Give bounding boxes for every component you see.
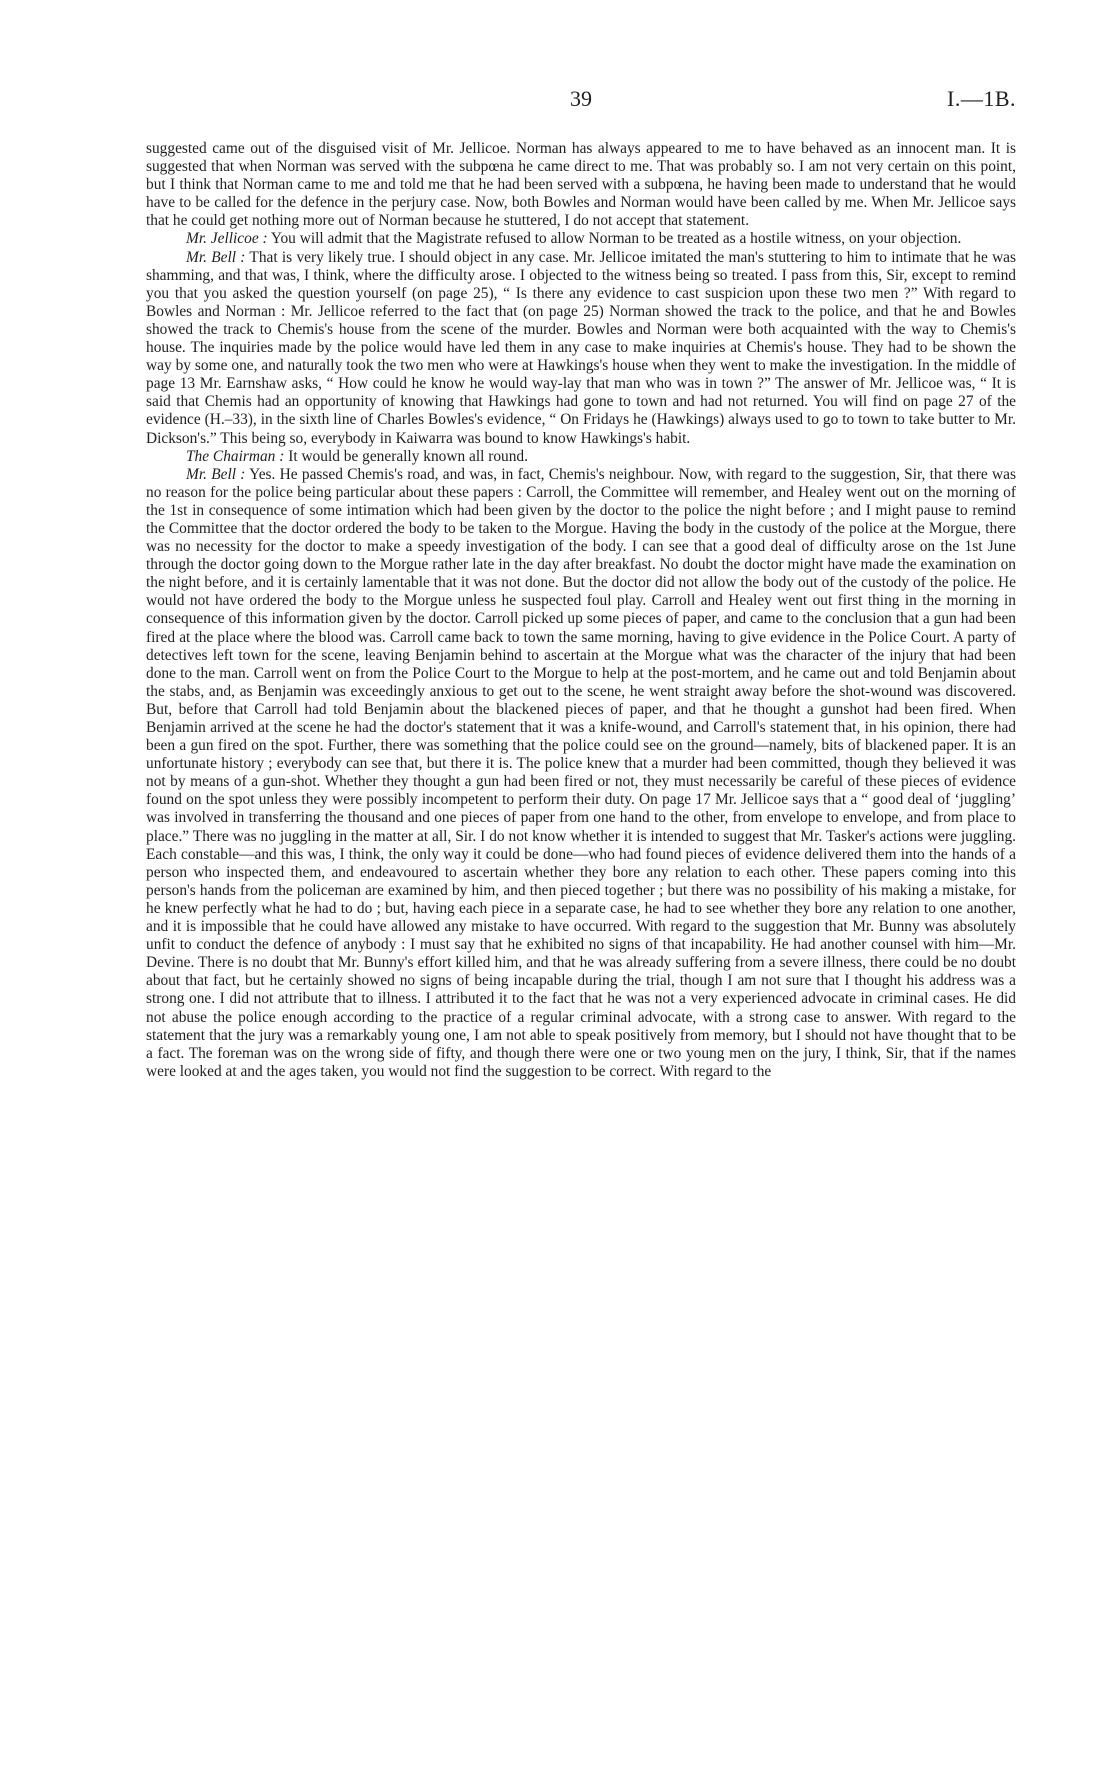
speaker-name: The Chairman : xyxy=(186,447,285,465)
page-body xyxy=(146,140,1016,1081)
paragraph xyxy=(146,448,1016,466)
paragraph xyxy=(146,466,1016,1081)
speaker-name: Mr. Bell : xyxy=(186,248,246,266)
speaker-name: Mr. Bell : xyxy=(186,465,246,483)
paragraph-text: Yes. He passed Chemis's road, and was, in fact, Chemis's neighbour. Now, with regard to the suggestion, Sir, that there was no reason for the police being particular about these papers : Carroll, the Committee will remember, and Healey went out on the morning of the 1st in consequence of some intimation which had been given by the doctor to the police the night before ; and I might pause to remind the Committee that the doctor ordered the body to be taken to the Morgue. Having the body in the custody of the police at the Morgue, there was no necessity for the doctor to make a speedy investigation of the body. I can see that a good deal of difficulty arose on the 1st June through the doctor going down to the Morgue rather late in the day after breakfast. No doubt the doctor might have made the examination on the night before, and it is certainly lamentable that it was not done. But the doctor did not allow the body out of the custody of the police. He would not have ordered the body to the Morgue unless he suspected foul play. Carroll and Healey went out first thing in the morning in consequence of this information given by the doctor. Carroll picked up some pieces of paper, and came to the conclusion that a gun had been fired at the place where the blood was. Carroll came back to town the same morning, having to give evidence in the Police Court. A party of detectives left town for the scene, leaving Benjamin behind to ascertain at the Morgue what was the character of the injury that had been done to the man. Carroll went on from the Police Court to the Morgue to help at the post-mortem, and he came out and told Benjamin about the stabs, and, as Benjamin was exceedingly anxious to get out to the scene, he went straight away before the shot-wound was discovered. But, before that Carroll had told Benjamin about the blackened pieces of paper, and that he thought a gunshot had been fired. When Benjamin arrived at the scene he had the doctor's statement that it was a knife-wound, and Carroll's statement that, in his opinion, there had been a gun fired on the spot. Further, there was something that the police could see on the ground—namely, bits of blackened paper. It is an unfortunate history ; everybody can see that, but there it is. The police knew that a murder had been committed, though they believed it was not by means of a gun-shot. Whether they thought a gun had been fired or not, they must necessarily be careful of these pieces of evidence found on the spot unless they were possibly incompetent to perform their duty. On page 17 Mr. Jellicoe says that a “ good deal of ‘juggling’ was involved in transferring the thousand and one pieces of paper from one hand to the other, from envelope to envelope, and from place to place.” There was no juggling in the matter at all, Sir. I do not know whether it is intended to suggest that Mr. Tasker's actions were juggling. Each constable—and this was, I think, the only way it could be done—who had found pieces of evidence delivered them into the hands of a person who inspected them, and endeavoured to ascertain whether they bore any relation to each other. These papers coming into this person's hands from the policeman are examined by him, and then pieced together ; but there was no possibility of his making a mistake, for he knew perfectly what he had to do ; but, having each piece in a separate case, he had to see whether they bore any relation to one another, and it is impossible that he could have allowed any mistake to have occurred. With regard to the suggestion that Mr. Bunny was absolutely unfit to conduct the defence of anybody : I must say that he exhibited no signs of that incapability. He had another counsel with him—Mr. Devine. There is no doubt that Mr. Bunny's effort killed him, and that he was already suffering from a severe illness, there could be no doubt about that fact, but he certainly showed no signs of being incapable during the trial, though I am not sure that I thought his address was a strong one. I did not attribute that to illness. I attributed it to the fact that he was not a very experienced advocate in criminal cases. He did not abuse the police enough according to the practice of a regular criminal advocate, with a strong case to answer. With regard to the statement that the jury was a remarkably young one, I am not able to speak positively from memory, but I should not have thought that to be a fact. The foreman was on the wrong side of fifty, and though there were one or two young men on the jury, I think, Sir, that if the names were looked at and the ages taken, you would not find the suggestion to be correct. With regard to the xyxy=(146,465,1016,1080)
paragraph-text: It would be generally known all round. xyxy=(284,447,528,465)
paragraph xyxy=(146,249,1016,448)
paragraph-text: That is very likely true. I should object in any case. Mr. Jellicoe imitated the man's stuttering to him to intimate that he was shamming, and that was, I think, where the difficulty arose. I objected to the witness being so treated. I pass from this, Sir, except to remind you that you asked the question yourself (on page 25), “ Is there any evidence to cast suspicion upon these two men ?” With regard to Bowles and Norman : Mr. Jellicoe referred to the fact that (on page 25) Norman showed the track to the police, and that he and Bowles showed the track to Chemis's house from the scene of the murder. Bowles and Norman were both acquainted with the way to Chemis's house. The inquiries made by the police would have led them in any case to make inquiries at Chemis's house. They had to be shown the way by some one, and naturally took the two men who were at Hawkings's house when they went to make the investigation. In the middle of page 13 Mr. Earnshaw asks, “ How could he know he would way-lay that man who was in town ?” The answer of Mr. Jellicoe was, “ It is said that Chemis had an opportunity of knowing that Hawkings had gone to town and had not returned. You will find on page 27 of the evidence (H.–33), in the sixth line of Charles Bowles's evidence, “ On Fridays he (Hawkings) always used to go to town to take butter to Mr. Dickson's.” This being so, everybody in Kaiwarra was bound to know Hawkings's habit. xyxy=(146,248,1017,447)
document-reference: I.—1B. xyxy=(947,86,1016,111)
paragraph xyxy=(146,230,1016,248)
paragraph xyxy=(146,140,1016,230)
paragraph-text: suggested came out of the disguised visit of Mr. Jellicoe. Norman has always appeared to me to have behaved as an innocent man. It is suggested that when Norman was served with the subpœna he came direct to me. That was probably so. I am not very certain on this point, but I think that Norman came to me and told me that he had been served with a subpœna, he having been made to understand that he would have to be called for the defence in the perjury case. Now, both Bowles and Norman would have been called by me. When Mr. Jellicoe says that he could get nothing more out of Norman because he stuttered, I do not accept that statement. xyxy=(146,140,1016,230)
page-number: 39 xyxy=(570,86,592,111)
page-header xyxy=(146,86,1016,116)
paragraph-text: You will admit that the Magistrate refused to allow Norman to be treated as a hostile witness, on your objection. xyxy=(267,230,962,248)
speaker-name: Mr. Jellicoe : xyxy=(186,230,268,248)
